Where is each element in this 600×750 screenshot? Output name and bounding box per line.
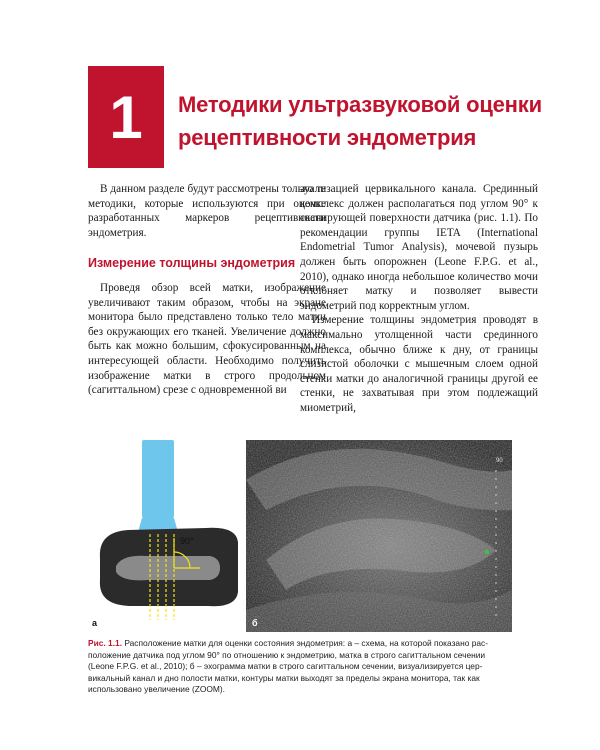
panel-label-a: а [92, 618, 98, 628]
caption-text: Расположение матки для оценки состояния эндометрия: а – схема, на которой показано расположение датчика под углом 90° по отношению к эндометрию, матка в строго сагиттальном сечении (Leone F.P.G. et al., 2010); б – эхограмма матки в строго сагиттальном сечении, визуализируется цервикальный канал и дно полости матки, контуры матки выходят за пределы экрана монитора, так как использовано увеличение (ZOOM). [88, 638, 488, 695]
endometrium-stripe [116, 556, 220, 581]
ultrasound-svg [246, 440, 512, 632]
angle-label: 90° [180, 536, 194, 546]
right-paragraph-2: Измерение толщины эндометрия проводят в максимально утолщенной части срединного комплекса, обычно ближе к дну, от границы слизистой оболочки с мышечным слоем одной стенки матки до аналогичной границы другой ее стенки, не захватывая при этом подлежащий миометрий, [300, 314, 538, 414]
left-paragraph: Проведя обзор всей матки, изображение увеличивают таким образом, чтобы на экране монитора было представлено только тело матки без окружающих его тканей. Увеличение должно быть как можно большим, сфокусированным на интересующей области. Необходимо получить изображение матки в строго продольном (сагиттальном) срезе с одновременной ви [88, 281, 326, 397]
focus-marker [485, 550, 489, 554]
probe-uterus-diagram [88, 440, 244, 632]
figure-1-1 [88, 440, 512, 632]
chapter-number-box [88, 66, 164, 168]
section-heading: Измерение толщины эндометрия [88, 256, 296, 271]
panel-label-b: б [252, 618, 258, 628]
chapter-number: 1 [109, 83, 143, 151]
scale-top-label: 90 [496, 458, 503, 464]
ultrasound-image [246, 440, 512, 632]
probe-handle [142, 440, 174, 518]
left-column [88, 182, 326, 398]
figure-caption [88, 638, 512, 696]
caption-figure-id: Рис. 1.1. [88, 638, 123, 648]
intro-paragraph: В данном разделе будут рассмотрены только те методики, которые используются при оценке разработанных маркеров рецептивности эндометрия. [88, 183, 326, 239]
right-paragraph-1: зуализацией цервикального канала. Срединный комплекс должен располагаться под углом 90° к сканирующей поверхности датчика (рис. 1.1). По рекомендации группы IETA (International Endometrial Tumor Analysis), мочевой пузырь должен быть опорожнен (Leone F.P.G. et al., 2010), однако иногда небольшое количество мочи отклоняет матку и позволяет вывести эндометрий под корректным углом. [300, 183, 538, 312]
right-column [300, 182, 538, 416]
chapter-title: Методики ультразвуковой оценки рецептивности эндометрия [178, 92, 542, 150]
